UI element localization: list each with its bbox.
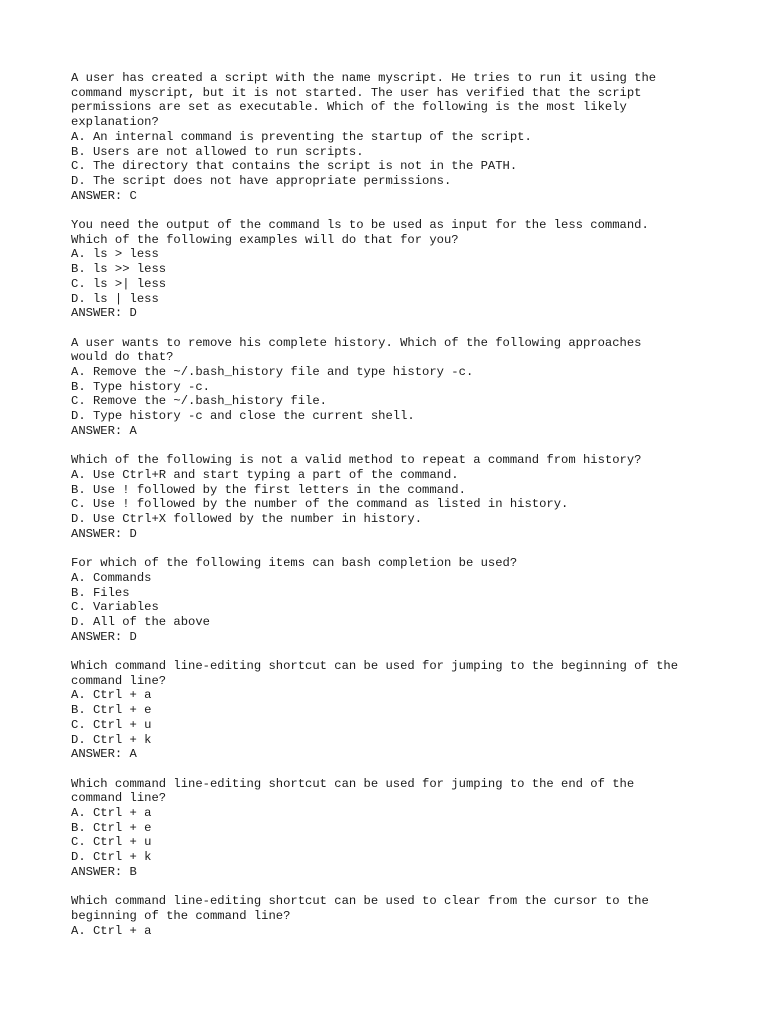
question-5-option-d: D. All of the above	[71, 614, 210, 629]
question-1-stem-line: permissions are set as executable. Which of the following is the most likely	[71, 100, 627, 115]
question-6-answer: ANSWER: A	[71, 747, 137, 762]
question-2-option-d: D. ls | less	[71, 291, 159, 306]
question-1-option-a: A. An internal command is preventing the startup of the script.	[71, 129, 532, 144]
question-3-option-a: A. Remove the ~/.bash_history file and type history -c.	[71, 365, 474, 380]
question-2-stem-line: Which of the following examples will do that for you?	[71, 232, 459, 247]
question-4-option-d: D. Use Ctrl+X followed by the number in history.	[71, 512, 423, 527]
question-6-option-c: C. Ctrl + u	[71, 717, 152, 732]
question-5-answer: ANSWER: D	[71, 629, 137, 644]
question-2-option-a: A. ls > less	[71, 247, 159, 262]
question-1-stem-line: A user has created a script with the name myscript. He tries to run it using the	[71, 71, 657, 85]
question-3-option-b: B. Type history -c.	[71, 379, 210, 394]
question-6-option-a: A. Ctrl + a	[71, 688, 152, 703]
question-6-option-d: D. Ctrl + k	[71, 732, 152, 747]
question-1-answer: ANSWER: C	[71, 188, 137, 203]
question-5	[71, 556, 731, 644]
question-3-stem-line: would do that?	[71, 350, 174, 365]
question-7-option-c: C. Ctrl + u	[71, 835, 152, 850]
question-2-stem-line: You need the output of the command ls to be used as input for the less command.	[71, 218, 649, 233]
question-6-stem-line: Which command line-editing shortcut can be used for jumping to the beginning of the	[71, 659, 679, 674]
question-4-option-c: C. Use ! followed by the number of the command as listed in history.	[71, 497, 569, 512]
question-1-stem-line: command myscript, but it is not started. The user has verified that the script	[71, 85, 642, 100]
question-2-option-c: C. ls >| less	[71, 276, 167, 291]
question-1	[71, 71, 731, 203]
question-7-stem-line: command line?	[71, 791, 167, 806]
question-1-option-d: D. The script does not have appropriate permissions.	[71, 173, 452, 188]
question-5-stem-line: For which of the following items can bash completion be used?	[71, 556, 518, 571]
question-5-option-b: B. Files	[71, 585, 130, 600]
document-page	[71, 71, 731, 953]
question-4-stem-line: Which of the following is not a valid method to repeat a command from history?	[71, 453, 642, 468]
question-8-option-a: A. Ctrl + a	[71, 923, 152, 938]
question-6-stem-line: command line?	[71, 673, 167, 688]
question-6-option-b: B. Ctrl + e	[71, 703, 152, 718]
question-2-answer: ANSWER: D	[71, 306, 137, 321]
question-3	[71, 336, 731, 439]
question-8	[71, 894, 731, 938]
question-7-answer: ANSWER: B	[71, 864, 137, 879]
question-6	[71, 659, 731, 762]
question-7-stem-line: Which command line-editing shortcut can be used for jumping to the end of the	[71, 776, 635, 791]
question-1-stem-line: explanation?	[71, 115, 159, 130]
question-1-option-c: C. The directory that contains the script is not in the PATH.	[71, 159, 518, 174]
question-8-stem-line: beginning of the command line?	[71, 908, 291, 923]
question-7-option-b: B. Ctrl + e	[71, 820, 152, 835]
question-2-option-b: B. ls >> less	[71, 262, 167, 277]
question-2	[71, 218, 731, 321]
question-8-stem-line: Which command line-editing shortcut can be used to clear from the cursor to the	[71, 894, 649, 909]
question-3-answer: ANSWER: A	[71, 423, 137, 438]
question-7-option-a: A. Ctrl + a	[71, 806, 152, 821]
question-3-option-c: C. Remove the ~/.bash_history file.	[71, 394, 327, 409]
question-1-option-b: B. Users are not allowed to run scripts.	[71, 144, 364, 159]
question-4-option-b: B. Use ! followed by the first letters in the command.	[71, 482, 466, 497]
question-7	[71, 777, 731, 880]
question-5-option-a: A. Commands	[71, 570, 152, 585]
question-4	[71, 453, 731, 541]
question-3-option-d: D. Type history -c and close the current shell.	[71, 409, 415, 424]
question-4-answer: ANSWER: D	[71, 526, 137, 541]
question-5-option-c: C. Variables	[71, 600, 159, 615]
question-3-stem-line: A user wants to remove his complete history. Which of the following approaches	[71, 335, 642, 350]
question-7-option-d: D. Ctrl + k	[71, 850, 152, 865]
question-4-option-a: A. Use Ctrl+R and start typing a part of the command.	[71, 467, 459, 482]
